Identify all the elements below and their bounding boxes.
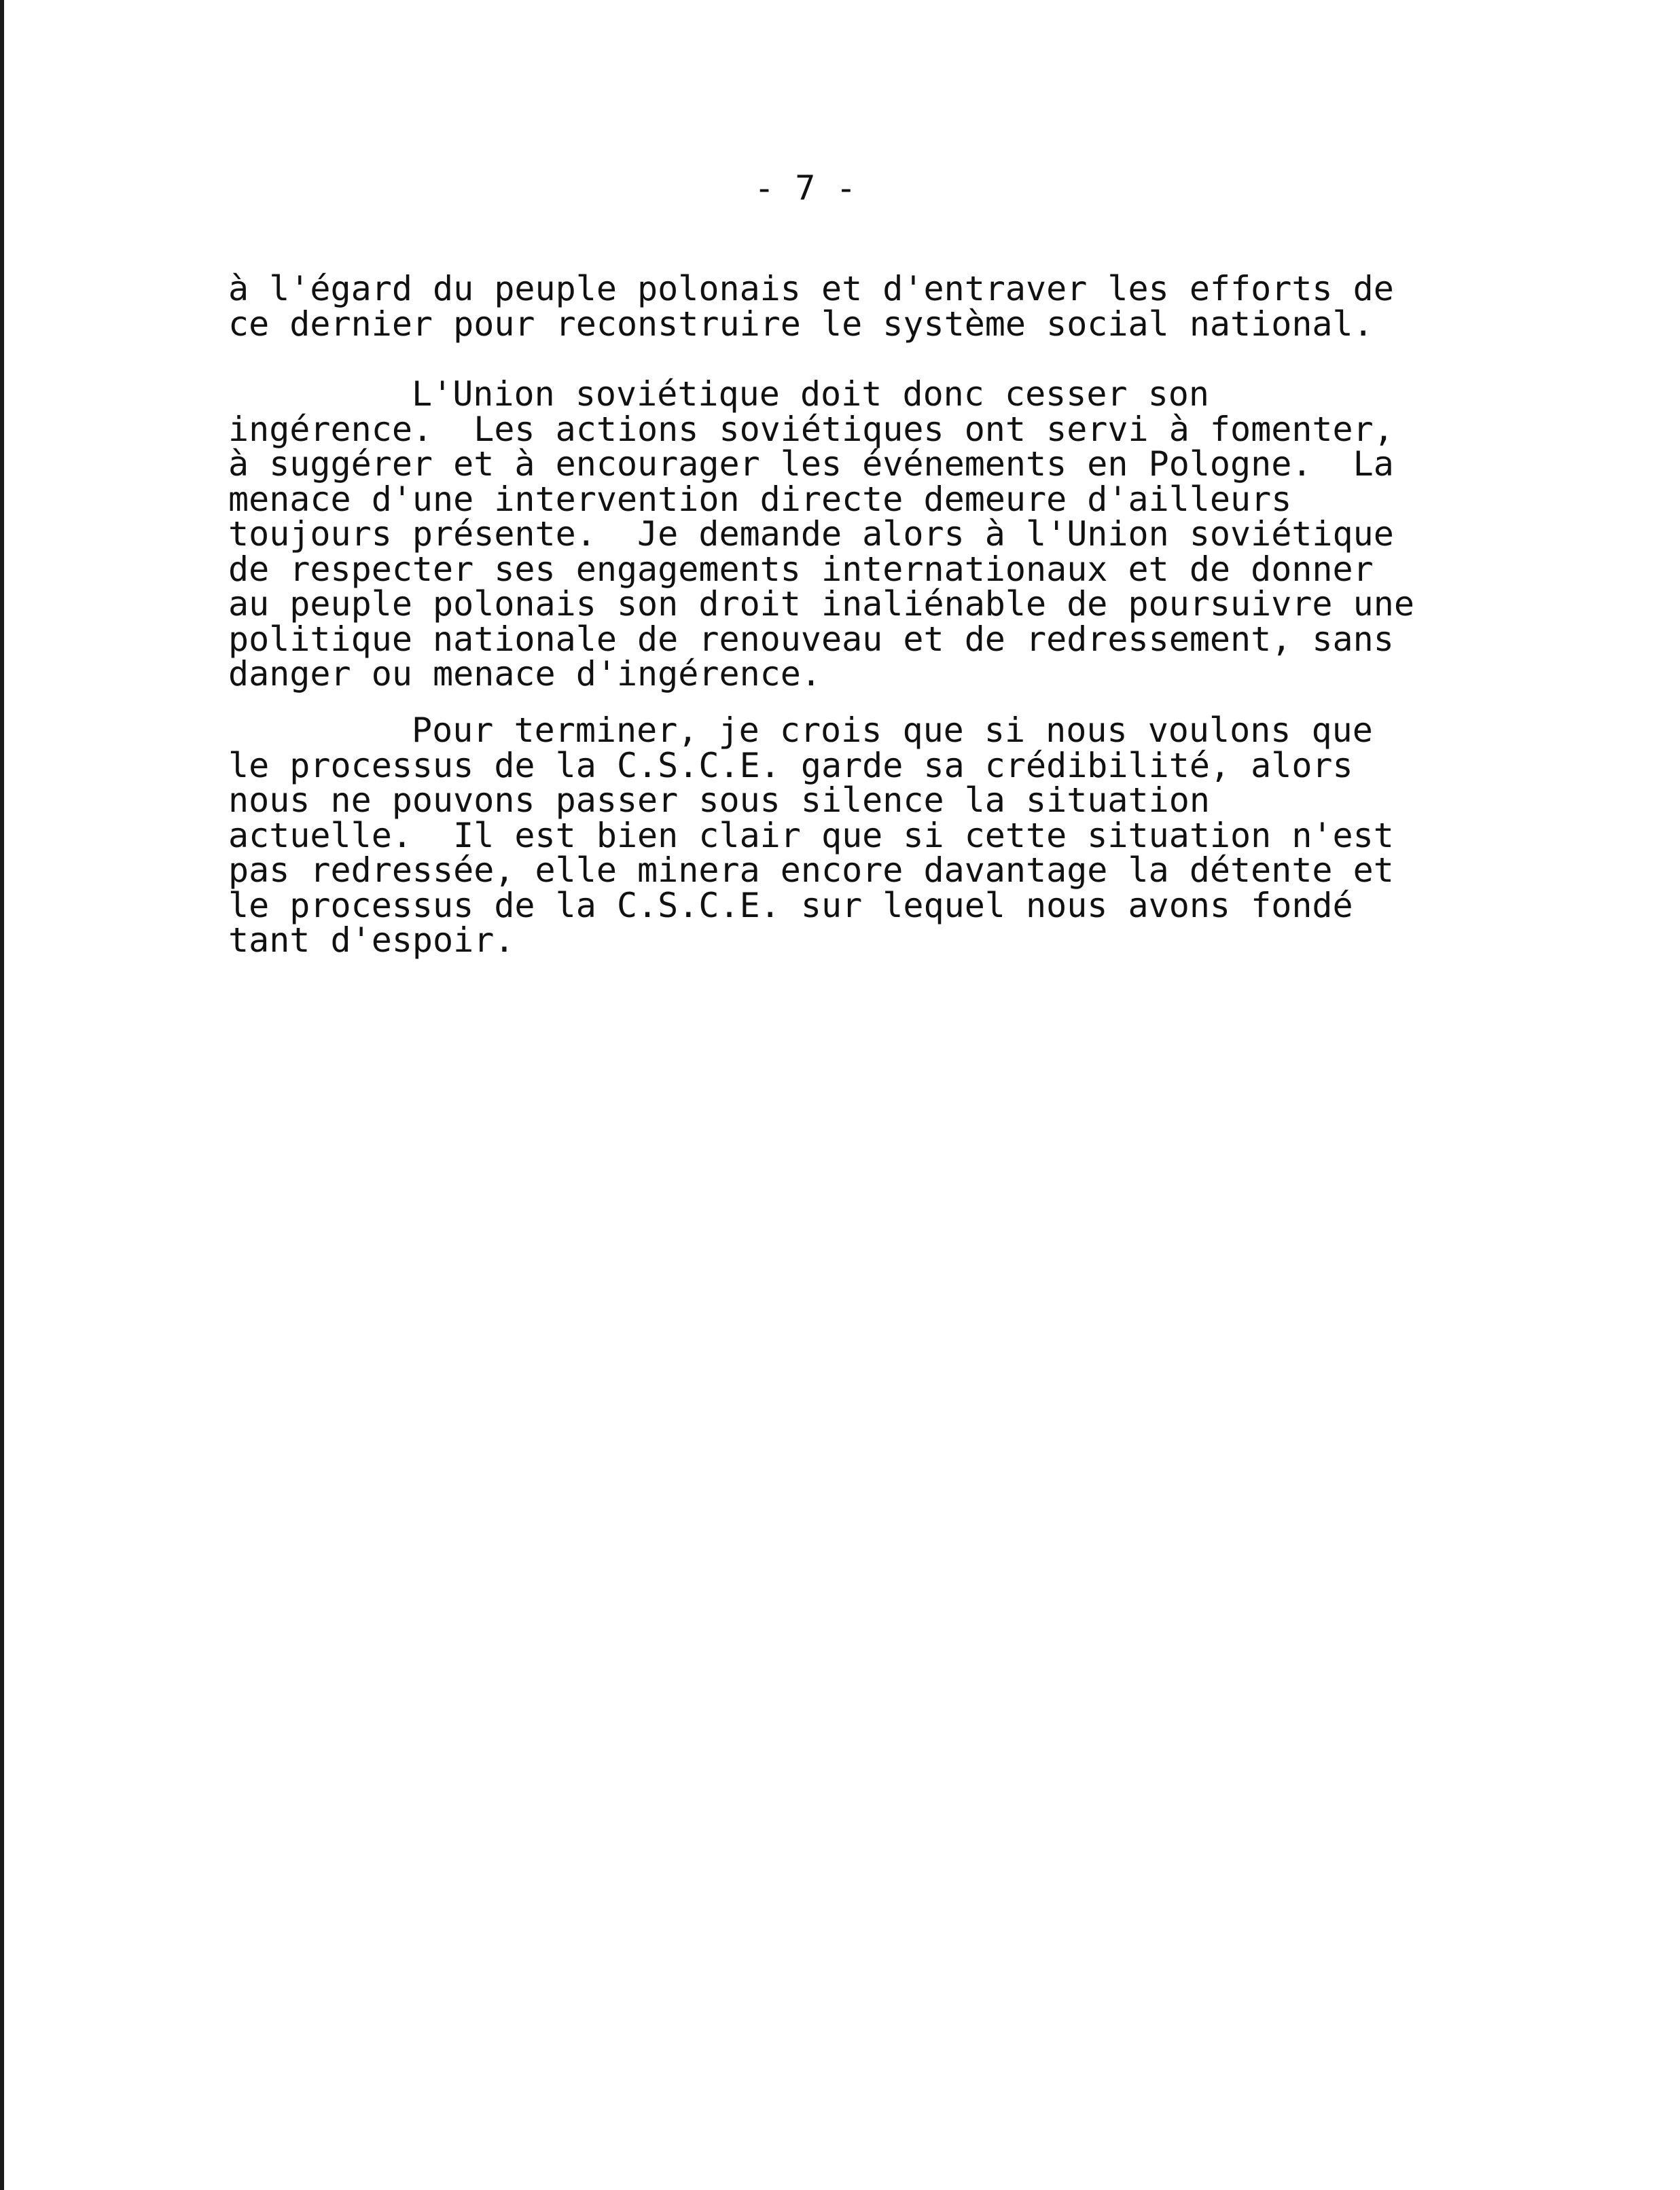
scan-edge bbox=[0, 0, 4, 2190]
text-line: au peuple polonais son droit inaliénable de poursuivre une bbox=[228, 584, 1414, 624]
page-number: - 7 - bbox=[754, 168, 857, 208]
text-line: ingérence. Les actions soviétiques ont servi à fomenter, bbox=[228, 409, 1394, 449]
text-line: le processus de la C.S.C.E. garde sa crédibilité, alors bbox=[228, 745, 1353, 785]
text-line: toujours présente. Je demande alors à l'Union soviétique bbox=[228, 514, 1394, 554]
paragraph-1 bbox=[228, 269, 1394, 344]
text-line: de respecter ses engagements internationaux et de donner bbox=[228, 549, 1374, 589]
text-line: menace d'une intervention directe demeure d'ailleurs bbox=[228, 479, 1292, 519]
text-line: Pour terminer, je crois que si nous voulons que bbox=[412, 711, 1373, 750]
paragraph-2 bbox=[228, 374, 1414, 694]
text-line: politique nationale de renouveau et de redressement, sans bbox=[228, 619, 1394, 659]
text-line: nous ne pouvons passer sous silence la situation bbox=[228, 780, 1210, 820]
text-line: L'Union soviétique doit donc cesser son bbox=[412, 374, 1209, 414]
text-line: ce dernier pour reconstruire le système social national. bbox=[228, 304, 1374, 344]
text-line: actuelle. Il est bien clair que si cette situation n'est bbox=[228, 815, 1394, 855]
text-line: danger ou menace d'ingérence. bbox=[228, 654, 821, 694]
paragraph-3 bbox=[228, 713, 1394, 958]
text-line: à suggérer et à encourager les événements en Pologne. La bbox=[228, 444, 1394, 484]
text-line: à l'égard du peuple polonais et d'entraver les efforts de bbox=[228, 269, 1394, 308]
text-line: le processus de la C.S.C.E. sur lequel nous avons fondé bbox=[228, 885, 1353, 925]
text-line: tant d'espoir. bbox=[228, 920, 515, 960]
text-line: pas redressée, elle minera encore davantage la détente et bbox=[228, 850, 1394, 890]
